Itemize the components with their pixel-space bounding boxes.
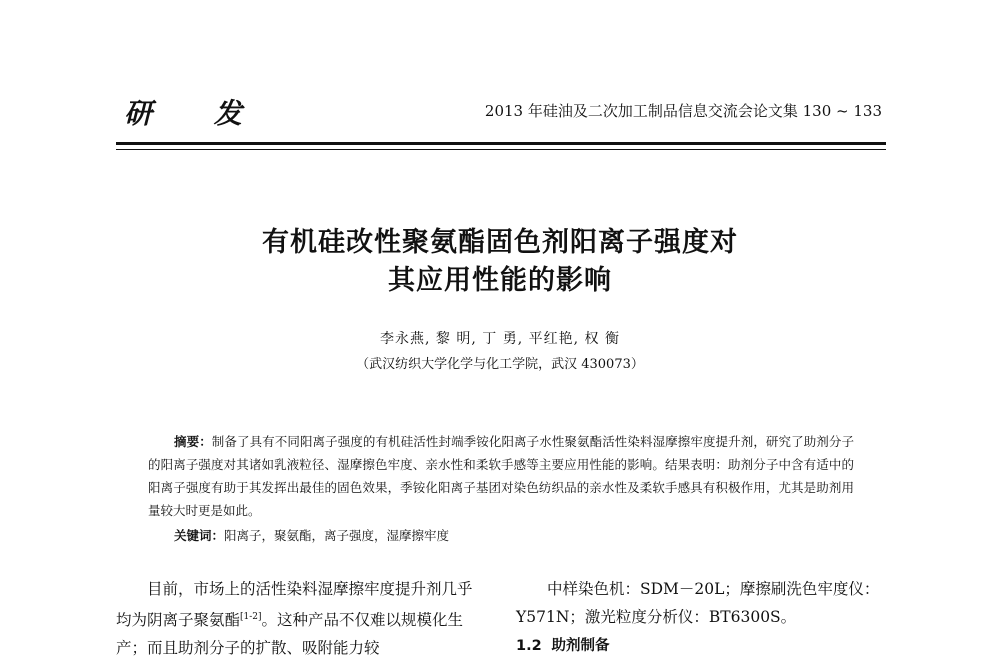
- abstract-paragraph: [148, 430, 854, 522]
- intro-text-b: 。这种产品不仅难以规模化生产；而且助剂分子的扩散、吸附能力较: [116, 611, 464, 658]
- section-number: 1.2: [516, 638, 542, 654]
- intro-text-a: 目前，市场上的活性染料湿摩擦牢度提升剂几乎均为阴离子聚氨酯: [116, 580, 473, 630]
- header-rule-thick: [116, 142, 886, 145]
- section-label: 研 发: [124, 97, 268, 130]
- abstract-text: 制备了具有不同阳离子强度的有机硅活性封端季铵化阳离子水性聚氨酯活性染料湿摩擦牢度提升剂，研究了助剂分子的阳离子强度对其诸如乳液粒径、湿摩擦色牢度、亲水性和柔软手感等主要应用性能的影响。结果表明：助剂分子中含有适中的阳离子强度有助于其发挥出最佳的固色效果，季铵化阳离子基团对染色纺织品的亲水性及柔软手感具有积极作用，尤其是助剂用量较大时更是如此。: [148, 434, 854, 518]
- body-right-column: [516, 575, 888, 660]
- intro-paragraph: [116, 575, 486, 662]
- keywords-label: 关键词：: [174, 528, 225, 543]
- paper-title-line-2: 其应用性能的影响: [388, 265, 612, 296]
- affiliation: （武汉纺织大学化学与化工学院，武汉 430073）: [356, 357, 644, 372]
- section-title: 助剂制备: [551, 638, 610, 654]
- body-left-column: [116, 575, 486, 662]
- abstract-label: 摘要：: [174, 434, 212, 449]
- paper-title-line-1: 有机硅改性聚氨酯固色剂阳离子强度对: [262, 227, 738, 258]
- author-list: 李永燕, 黎 明, 丁 勇, 平红艳, 权 衡: [380, 331, 620, 347]
- header-rule-thin: [116, 149, 886, 150]
- keywords-text: 阳离子，聚氨酯，离子强度，湿摩擦牢度: [224, 528, 450, 543]
- instrument-paragraph: 中样染色机：SDM－20L；摩擦刷洗色牢度仪：Y571N；激光粒度分析仪：BT6300S。: [516, 580, 880, 626]
- abstract-block: [148, 430, 854, 547]
- citation-ref: [1-2]: [240, 612, 262, 622]
- section-heading: [516, 631, 888, 660]
- journal-reference: 2013 年硅油及二次加工制品信息交流会论文集 130 ~ 133: [484, 102, 882, 120]
- keywords-line: [148, 524, 854, 547]
